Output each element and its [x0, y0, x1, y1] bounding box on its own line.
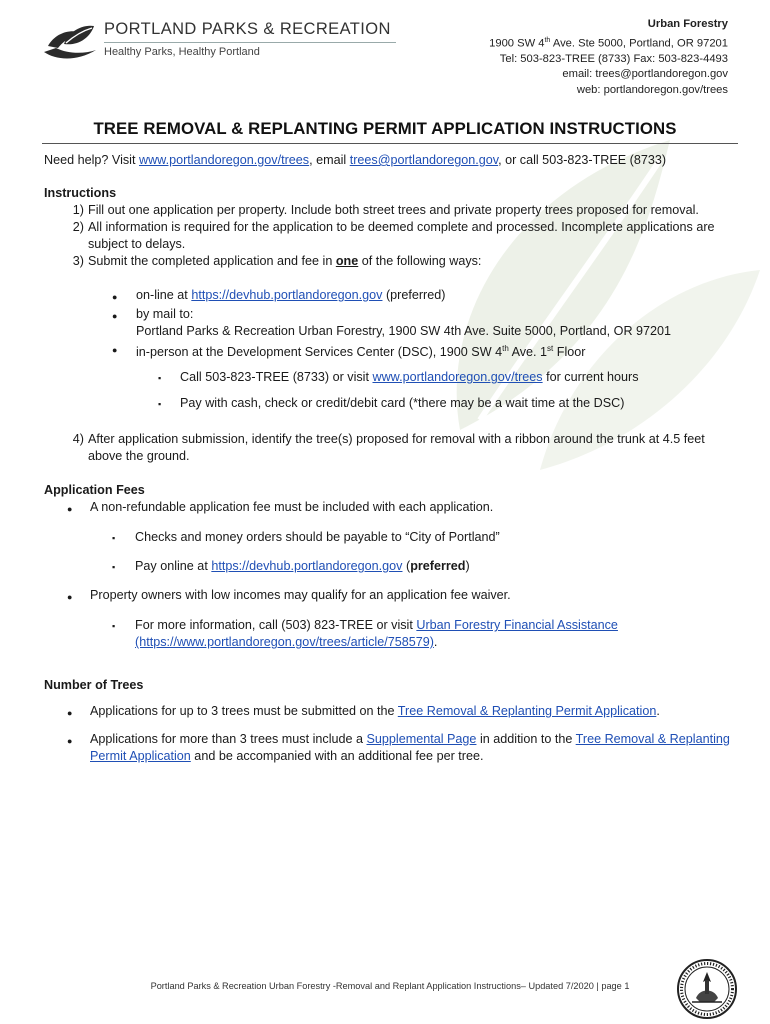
- fee-item-financial-assistance: ▪ For more information, call (503) 823-TREE or visit Urban Forestry Financial Assistance (https://www.portlandoregon.gov/trees/article/758579).: [112, 618, 618, 650]
- phone-line: Tel: 503-823-TREE (8733) Fax: 503-823-4493: [499, 52, 728, 65]
- submit-mail-item: ● by mail to: Portland Parks & Recreation Urban Forestry, 1900 SW 4th Ave. Suite 5000, Portland, OR 97201: [112, 307, 672, 338]
- page-footer: Portland Parks & Recreation Urban Forestry -Removal and Replant Application Instructions– Updated 7/2020 | page 1: [150, 981, 630, 991]
- trees-item-more-than-3: ● Applications for more than 3 trees must include a Supplemental Page in addition to the Tree Removal & Replanting Permit Application and be accompanied with an additional fee per tree.: [67, 732, 730, 764]
- fees-heading: Application Fees: [44, 483, 145, 498]
- hours-website-link[interactable]: www.portlandoregon.gov/trees: [372, 370, 543, 385]
- devhub-pay-link[interactable]: https://devhub.portlandoregon.gov: [211, 559, 403, 574]
- org-tagline: Healthy Parks, Healthy Portland: [104, 46, 260, 58]
- instruction-step-1: 1) Fill out one application per property. Include both street trees and private property trees proposed for removal.: [72, 203, 699, 217]
- instructions-heading: Instructions: [44, 186, 117, 200]
- hands-leaf-logo-icon: [42, 20, 100, 66]
- instruction-step-4: 4) After application submission, identify the tree(s) proposed for removal with a ribbon around the trunk at 4.5 feet above the ground.: [72, 432, 705, 464]
- mail-address: Portland Parks & Recreation Urban Forestry, 1900 SW 4th Ave. Suite 5000, Portland, OR 97201: [136, 324, 672, 338]
- department-name: Urban Forestry: [647, 18, 728, 30]
- ppr-logo: [42, 18, 391, 70]
- fee-item-pay-online: ▪ Pay online at https://devhub.portlandoregon.gov (preferred): [112, 559, 470, 574]
- trees-website-link[interactable]: www.portlandoregon.gov/trees: [138, 153, 310, 167]
- city-seal-icon: [676, 958, 738, 1020]
- fee-item-nonrefundable: ● A non-refundable application fee must be included with each application.: [67, 500, 494, 515]
- dsc-payment-item: ▪ Pay with cash, check or credit/debit card (*there may be a wait time at the DSC): [158, 396, 625, 411]
- trees-heading: Number of Trees: [44, 678, 144, 693]
- instruction-step-3: 3) Submit the completed application and fee in one of the following ways:: [72, 254, 482, 268]
- dsc-call-item: ▪ Call 503-823-TREE (8733) or visit www.portlandoregon.gov/trees for current hours: [158, 370, 639, 385]
- title-divider: [42, 143, 738, 144]
- devhub-link[interactable]: https://devhub.portlandoregon.gov: [191, 288, 383, 302]
- submit-inperson-item: ● in-person at the Development Services Center (DSC), 1900 SW 4th Ave. 1st Floor: [112, 344, 586, 360]
- org-name: PORTLAND PARKS & RECREATION: [104, 20, 391, 38]
- trees-item-up-to-3: ● Applications for up to 3 trees must be submitted on the Tree Removal & Replanting Permit Application.: [67, 704, 660, 719]
- permit-application-link[interactable]: Tree Removal & Replanting Permit Application: [397, 704, 657, 719]
- document-title: TREE REMOVAL & REPLANTING PERMIT APPLICATION INSTRUCTIONS: [93, 119, 677, 138]
- financial-assistance-link[interactable]: Urban Forestry Financial Assistance (https://www.portlandoregon.gov/trees/article/758579): [135, 618, 618, 650]
- trees-email-link[interactable]: trees@portlandoregon.gov: [349, 153, 499, 167]
- contact-block: [489, 17, 728, 98]
- fee-item-payable: ▪ Checks and money orders should be payable to “City of Portland”: [112, 530, 500, 545]
- instruction-step-2: 2) All information is required for the application to be deemed complete and processed. Incomplete applications are subject to delays.: [72, 220, 715, 251]
- logo-divider: [104, 42, 396, 43]
- document-body: [44, 152, 738, 765]
- address-line: 1900 SW 4th Ave. Ste 5000, Portland, OR 97201: [489, 36, 728, 50]
- permit-application-link-2[interactable]: Tree Removal & Replanting Permit Application: [90, 732, 730, 764]
- supplemental-page-link[interactable]: Supplemental Page: [366, 732, 477, 747]
- email-line: email: trees@portlandoregon.gov: [562, 68, 728, 81]
- fee-item-waiver: ● Property owners with low incomes may qualify for an application fee waiver.: [67, 588, 511, 603]
- help-paragraph: Need help? Visit www.portlandoregon.gov/trees, email trees@portlandoregon.gov, or call 503-823-TREE (8733): [44, 153, 667, 167]
- one-emphasis: one: [335, 254, 359, 268]
- submit-online-item: ● on-line at https://devhub.portlandoregon.gov (preferred): [112, 288, 446, 302]
- web-line: web: portlandoregon.gov/trees: [576, 83, 728, 96]
